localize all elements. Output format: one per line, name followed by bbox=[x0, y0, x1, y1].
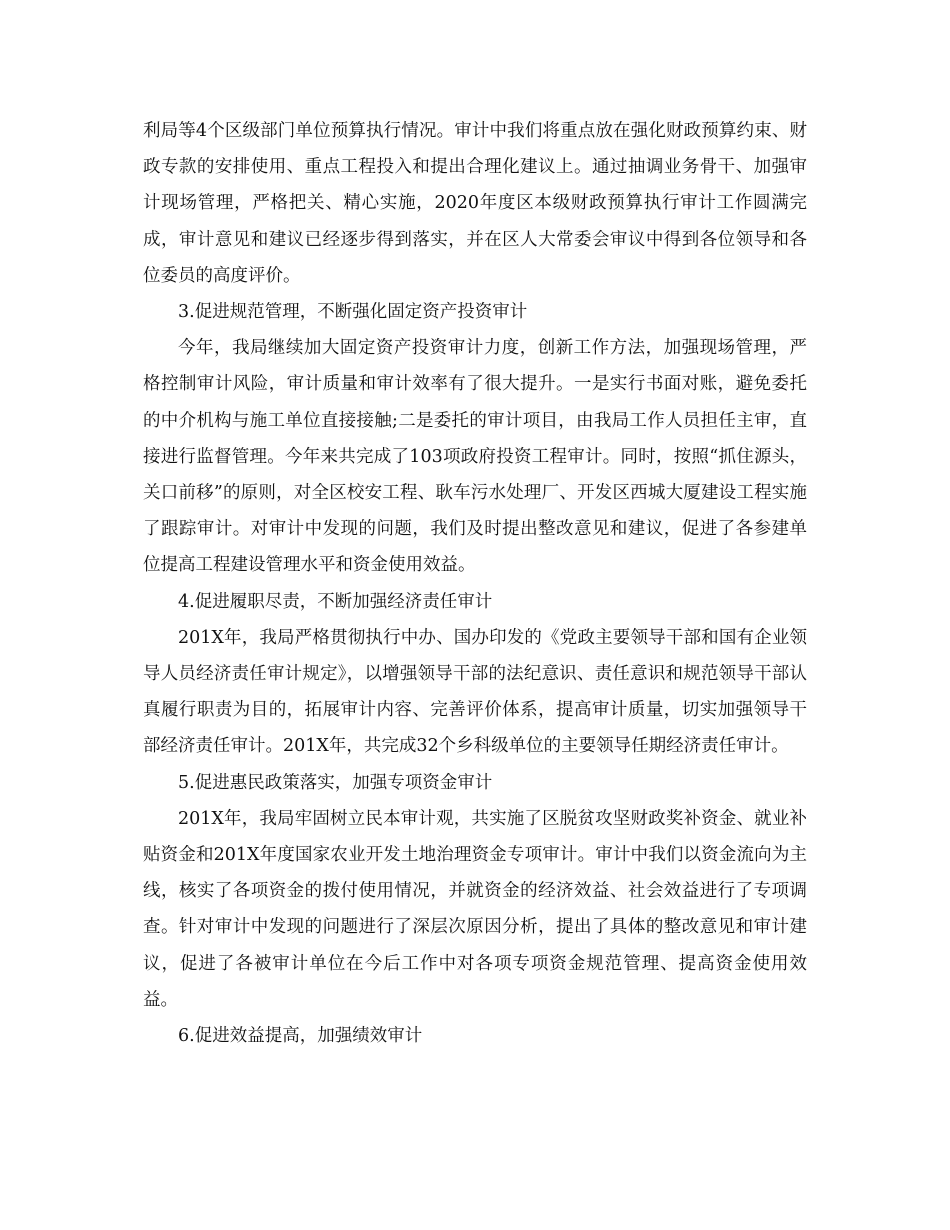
section-heading-4: 4.促进履职尽责，不断加强经济责任审计 bbox=[178, 591, 493, 612]
paragraph-budget-audit-continued: 利局等4个区级部门单位预算执行情况。审计中我们将重点放在强化财政预算约束、财政专款的安排使用、重点工程投入和提出合理化建议上。通过抽调业务骨干、加强审计现场管理，严格把关、精心实施，2020年度区本级财政预算执行审计工作圆满完成，审计意见和建议已经逐步得到落实，并在区人大常委会审议中得到各位领导和各位委员的高度评价。 bbox=[143, 121, 807, 286]
section-heading-6: 6.促进效益提高，加强绩效审计 bbox=[178, 1026, 423, 1047]
section-heading-5: 5.促进惠民政策落实，加强专项资金审计 bbox=[178, 772, 493, 793]
document-body bbox=[143, 113, 807, 1054]
paragraph-special-fund-audit: 201X年，我局牢固树立民本审计观，共实施了区脱贫攻坚财政奖补资金、就业补贴资金和201X年度国家农业开发土地治理资金专项审计。审计中我们以资金流向为主线，核实了各项资金的拨付使用情况，并就资金的经济效益、社会效益进行了专项调查。针对审计中发现的问题进行了深层次原因分析，提出了具体的整改意见和审计建议，促进了各被审计单位在今后工作中对各项专项资金规范管理、提高资金使用效益。 bbox=[143, 808, 807, 1010]
paragraph-fixed-asset-audit: 今年，我局继续加大固定资产投资审计力度，创新工作方法，加强现场管理，严格控制审计风险，审计质量和审计效率有了很大提升。一是实行书面对账，避免委托的中介机构与施工单位直接接触;二是委托的审计项目，由我局工作人员担任主审，直接进行监督管理。今年来共完成了103项政府投资工程审计。同时，按照“抓住源头，关口前移”的原则，对全区校安工程、耿车污水处理厂、开发区西城大厦建设工程实施了跟踪审计。对审计中发现的问题，我们及时提出整改意见和建议，促进了各参建单位提高工程建设管理水平和资金使用效益。 bbox=[143, 338, 807, 576]
section-heading-3: 3.促进规范管理，不断强化固定资产投资审计 bbox=[178, 302, 528, 323]
paragraph-economic-responsibility-audit: 201X年，我局严格贯彻执行中办、国办印发的《党政主要领导干部和国有企业领导人员经济责任审计规定》，以增强领导干部的法纪意识、责任意识和规范领导干部认真履行职责为目的，拓展审计内容、完善评价体系，提高审计质量，切实加强领导干部经济责任审计。201X年，共完成32个乡科级单位的主要领导任期经济责任审计。 bbox=[143, 627, 807, 757]
